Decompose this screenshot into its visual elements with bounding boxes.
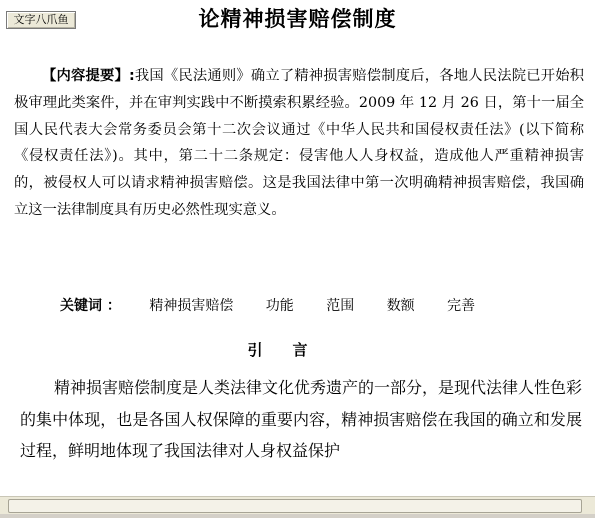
keyword-item: 精神损害赔偿 [149,298,234,314]
horizontal-scrollbar[interactable] [0,496,595,514]
scrollbar-thumb[interactable] [8,499,582,513]
abstract-paragraph [14,63,584,224]
keywords-label: 关键词 ： [60,298,121,314]
body-paragraph: 精神损害赔偿制度是人类法律文化优秀遗产的一部分，是现代法律人性色彩的集中体现，也是各国人权保障的重要内容，精神损害赔偿在我国的确立和发展过程，鲜明地体现了我国法律对人身权益保护 [20,378,583,460]
wenzi-bazhuayu-button[interactable]: 文字八爪鱼 [6,11,76,29]
document-title: 论精神损害赔偿制度 [198,7,397,31]
keyword-item: 完善 [447,298,476,314]
window-bottom-edge [0,514,595,518]
keyword-item: 功能 [265,298,294,314]
keyword-item: 范围 [326,298,355,314]
section-heading-introduction: 引言 [247,341,338,359]
abstract-label: 【内容提要】: [42,68,135,84]
keywords-line [60,293,580,319]
abstract-text: 我国《民法通则》确立了精神损害赔偿制度后，各地人民法院已开始积极审理此类案件，并在审判实践中不断摸索积累经验。2009 年 12 月 26 日，第十一届全国人民代表大会常务委员会第十二次会议通过《中华人民共和国侵权责任法》(以下简称《侵权责任法》)。其中，第二十二条规定：侵害他人人身权益，造成他人严重精神损害的，被侵权人可以请求精神损害赔偿。这是我国法律中第一次明确精神损害赔偿，我国确立这一法律制度具有历史必然性现实意义。 [14,68,585,218]
keyword-item: 数额 [386,298,415,314]
